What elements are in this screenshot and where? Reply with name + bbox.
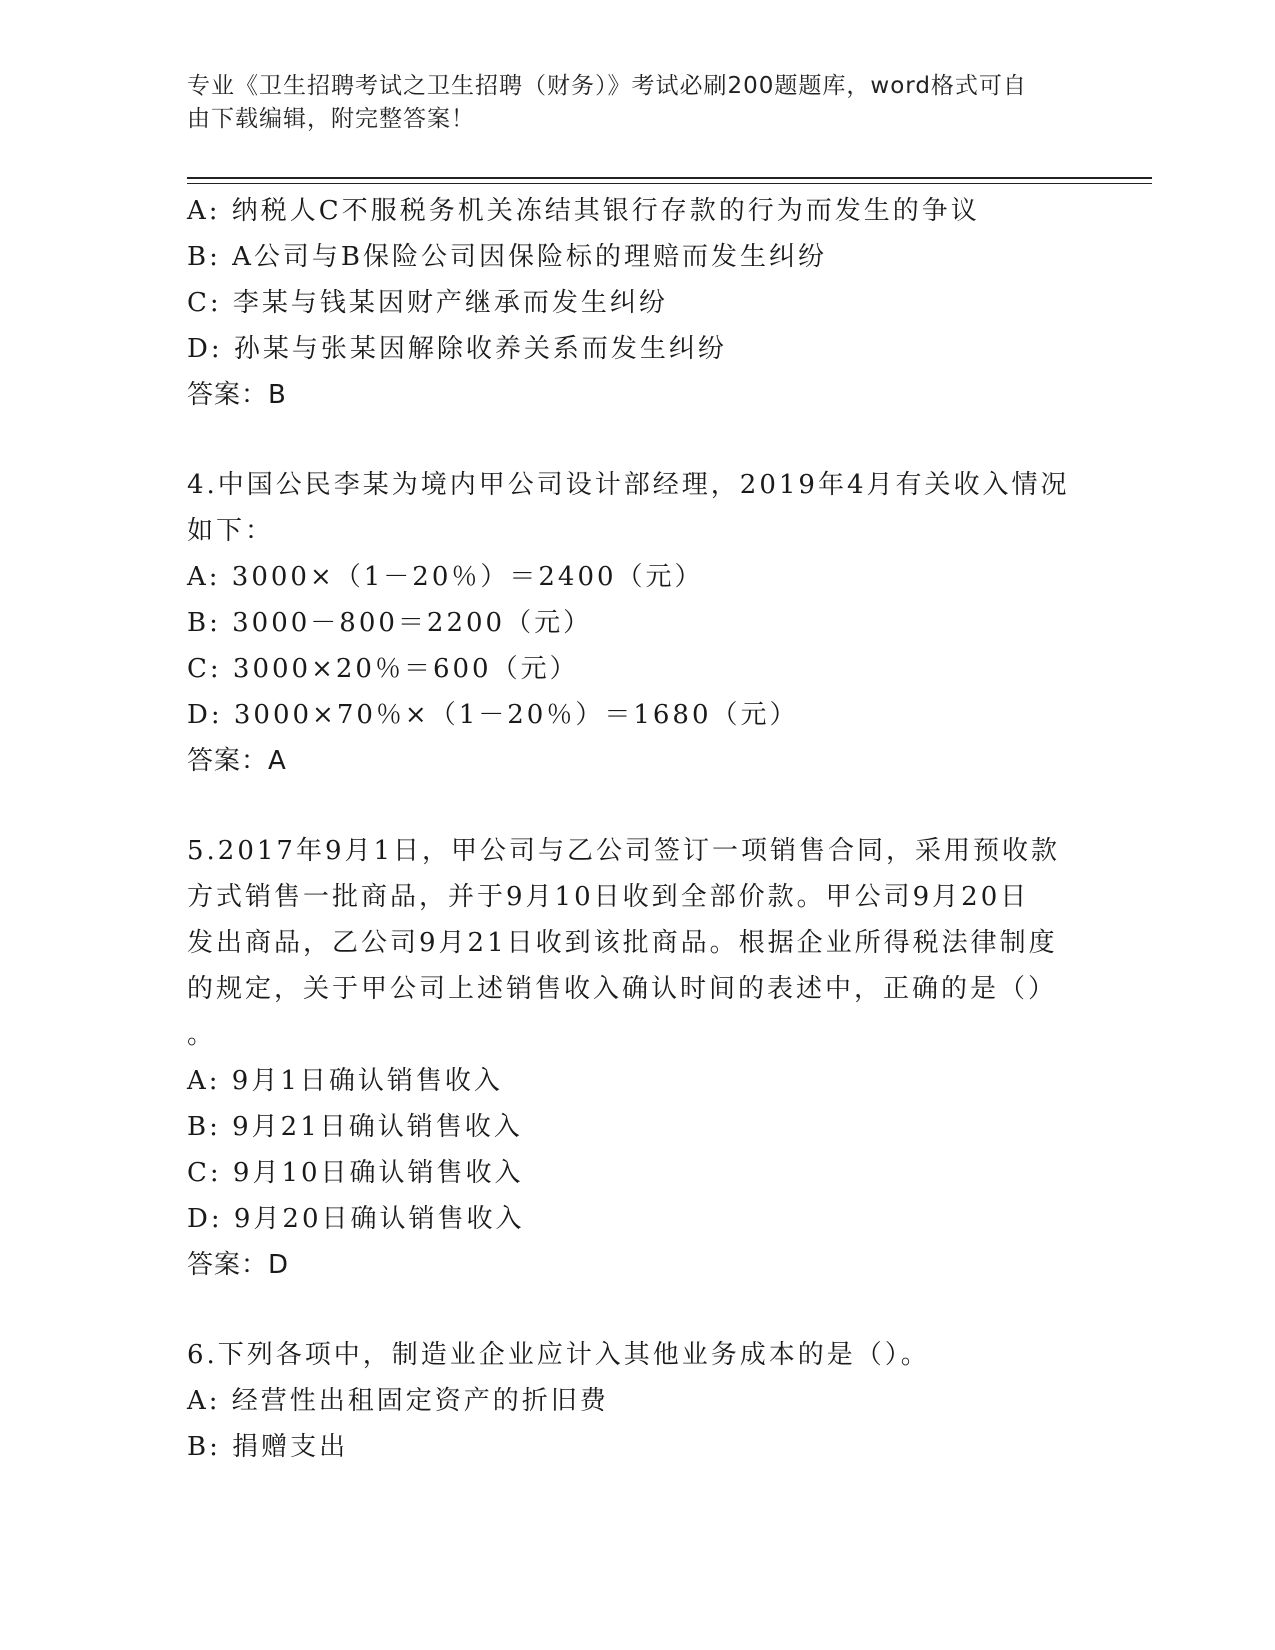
question-text-line: 方式销售一批商品，并于9月10日收到全部价款。甲公司9月20日 (187, 882, 1030, 912)
header-rule-thin (187, 183, 1152, 184)
option-a: A: 9月1日确认销售收入 (187, 1066, 503, 1096)
header-rule-thick (187, 177, 1152, 179)
question-3 (187, 188, 1077, 418)
question-text-line: 5.2017年9月1日，甲公司与乙公司签订一项销售合同，采用预收款 (187, 836, 1061, 866)
question-text-line: 4.中国公民李某为境内甲公司设计部经理，2019年4月有关收入情况 (187, 470, 1070, 500)
spacer (187, 1288, 1077, 1332)
document-header (187, 70, 1067, 136)
question-text-line: 的规定，关于甲公司上述销售收入确认时间的表述中，正确的是（） (187, 974, 1058, 1004)
question-text-line: 如下： (187, 516, 275, 546)
question-6 (187, 1332, 1077, 1470)
option-d: D: 3000×70％×（1－20％）＝1680（元） (187, 700, 799, 730)
option-d: D: 9月20日确认销售收入 (187, 1204, 525, 1234)
option-a: A: 3000×（1－20％）＝2400（元） (187, 562, 704, 592)
document-body (187, 188, 1077, 1470)
spacer (187, 418, 1077, 462)
header-line-2: 由下载编辑，附完整答案！ (187, 106, 475, 132)
option-a: A: 经营性出租固定资产的折旧费 (187, 1386, 609, 1416)
question-5 (187, 828, 1077, 1288)
question-4 (187, 462, 1077, 784)
option-b: B: 捐赠支出 (187, 1432, 349, 1462)
header-line-1: 专业《卫生招聘考试之卫生招聘（财务）》考试必刷200题题库，word格式可自 (187, 73, 1027, 99)
answer-line: 答案：B (187, 380, 287, 410)
option-c: C: 9月10日确认销售收入 (187, 1158, 524, 1188)
option-a: A: 纳税人C不服税务机关冻结其银行存款的行为而发生的争议 (187, 196, 980, 226)
option-c: C: 3000×20％＝600（元） (187, 654, 579, 684)
option-d: D: 孙某与张某因解除收养关系而发生纠纷 (187, 334, 727, 364)
option-c: C: 李某与钱某因财产继承而发生纠纷 (187, 288, 668, 318)
spacer (187, 784, 1077, 828)
answer-line: 答案：D (187, 1250, 290, 1280)
option-b: B: A公司与B保险公司因保险标的理赔而发生纠纷 (187, 242, 828, 272)
answer-line: 答案：A (187, 746, 287, 776)
question-text-line: 。 (187, 1020, 217, 1050)
option-b: B: 3000－800＝2200（元） (187, 608, 593, 638)
question-text-line: 6.下列各项中，制造业企业应计入其他业务成本的是（）。 (187, 1340, 930, 1370)
question-text-line: 发出商品，乙公司9月21日收到该批商品。根据企业所得税法律制度 (187, 928, 1058, 958)
option-b: B: 9月21日确认销售收入 (187, 1112, 523, 1142)
